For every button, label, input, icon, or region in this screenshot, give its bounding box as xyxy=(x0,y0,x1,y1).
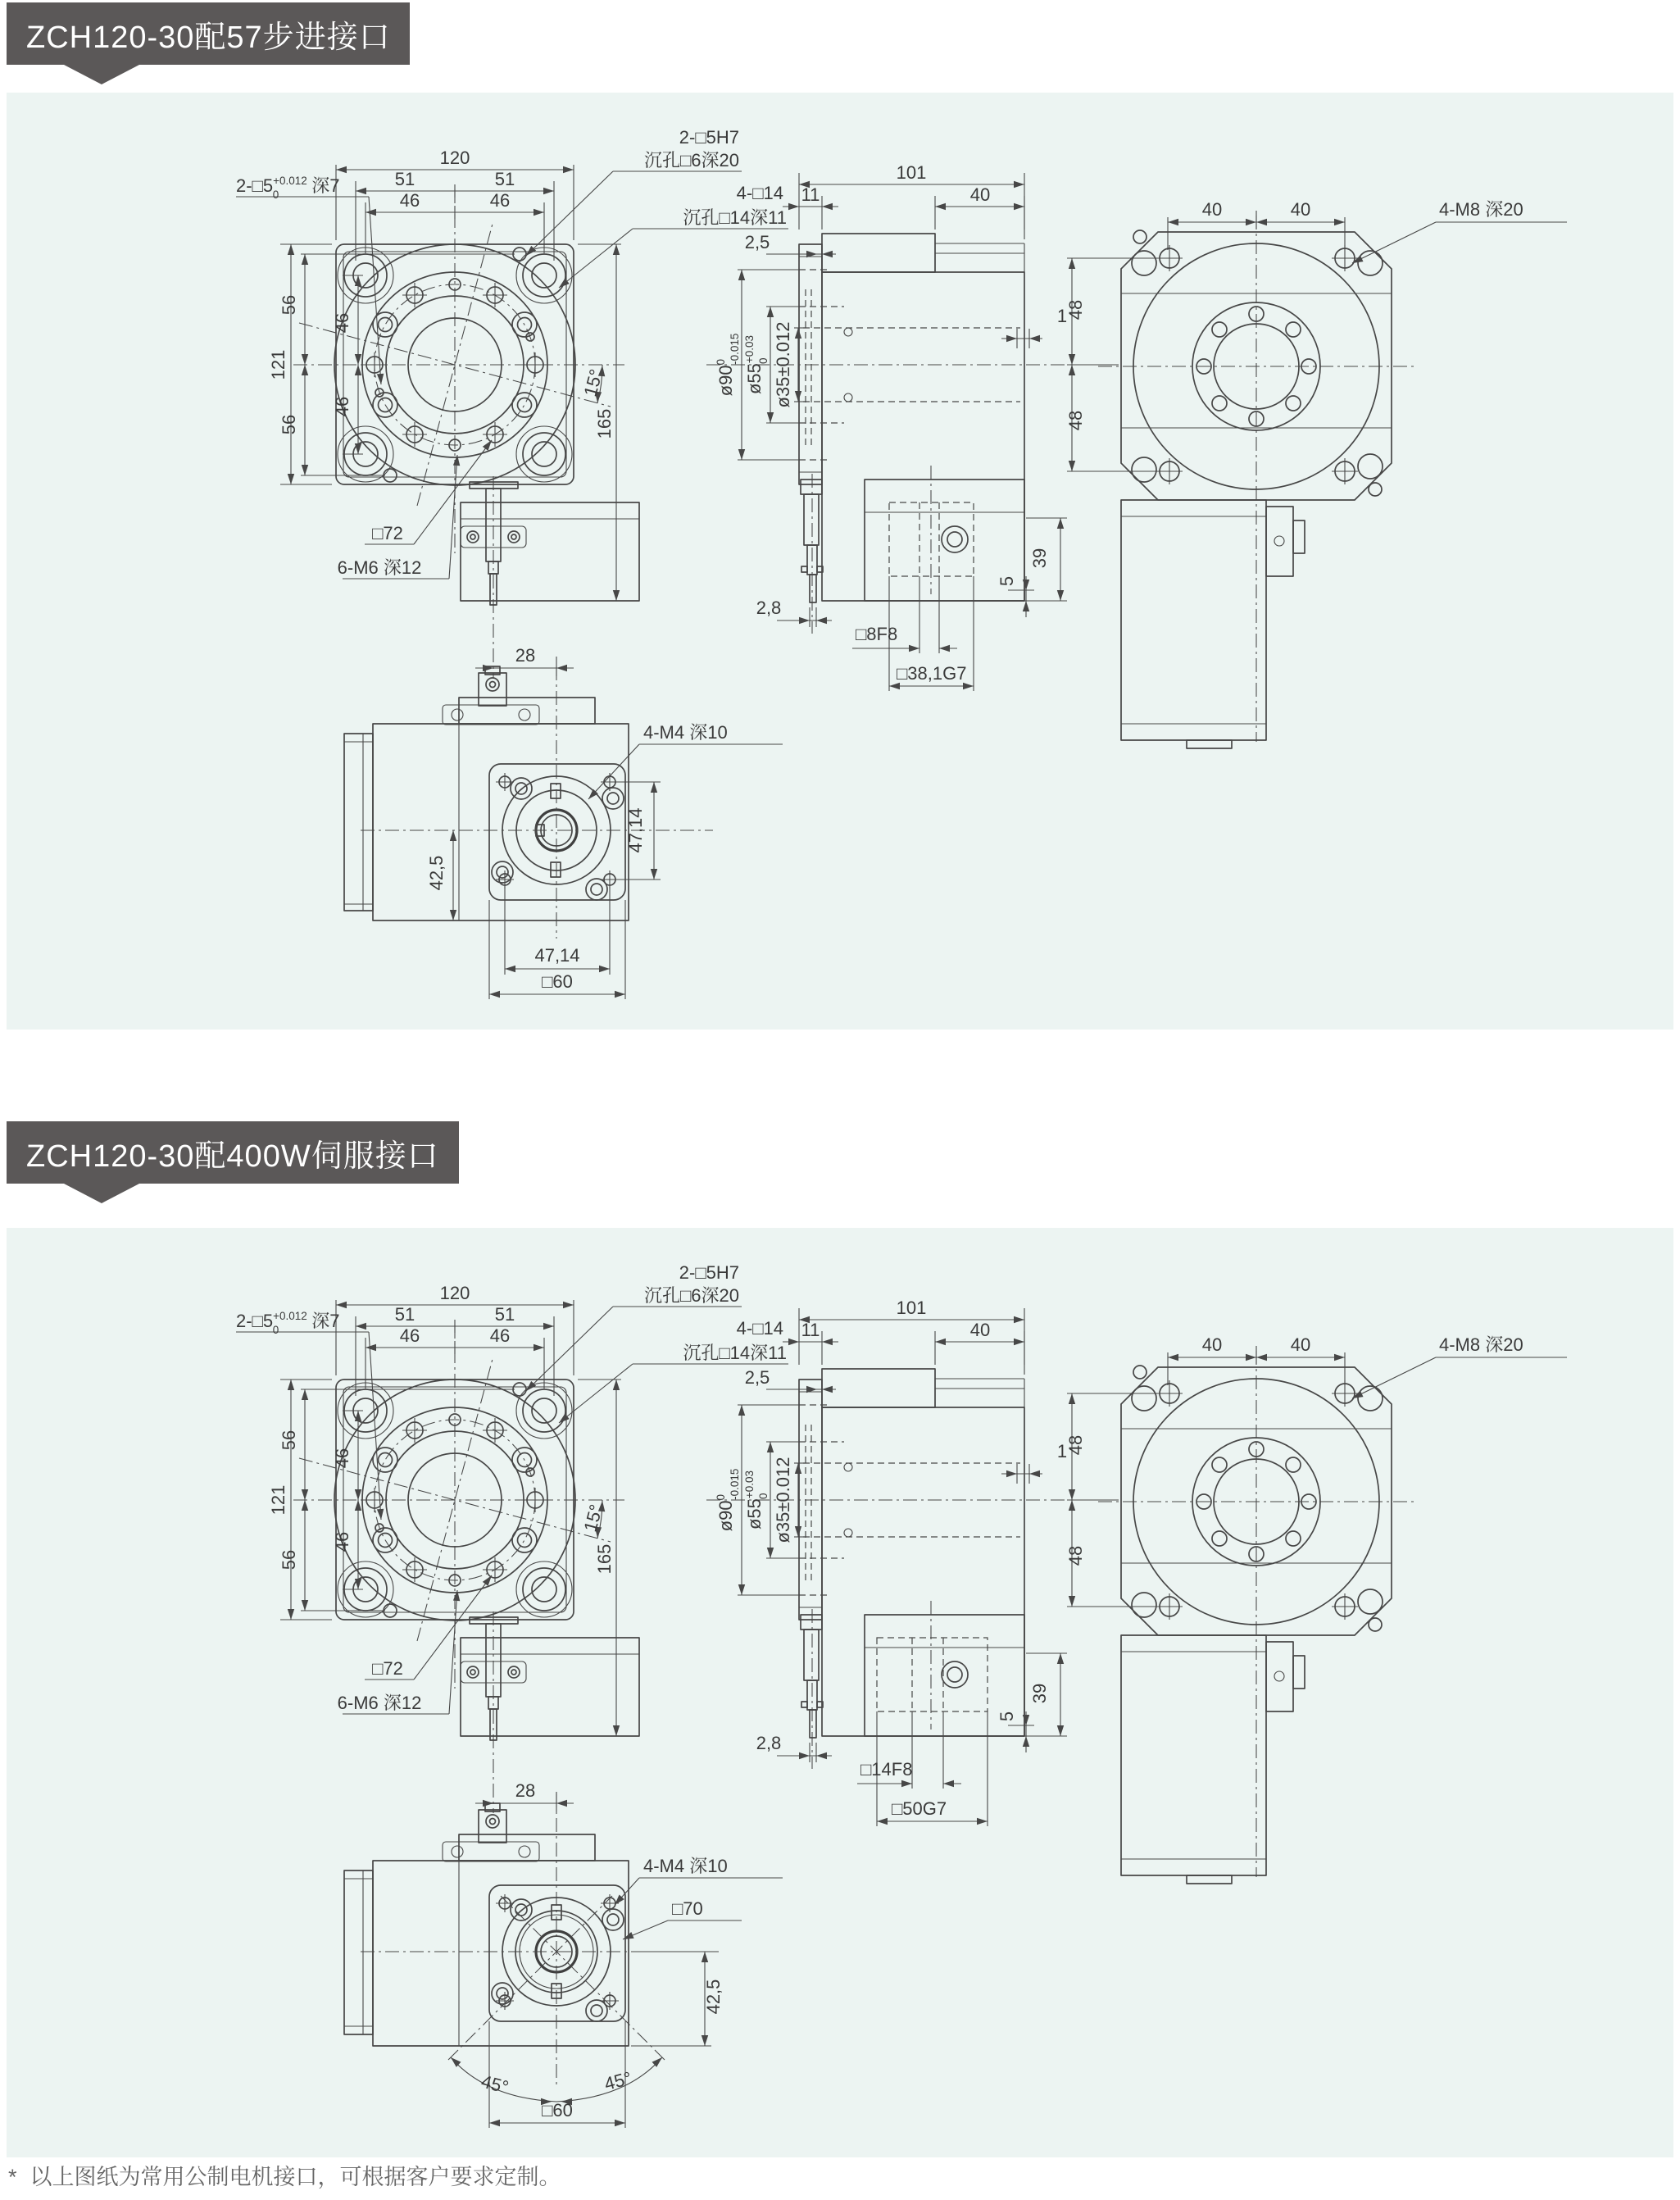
dim-label: 40 xyxy=(1290,1334,1311,1355)
dim-label: 1 xyxy=(1056,306,1068,326)
dim-label: 4-M8 深20 xyxy=(1439,1334,1523,1355)
dim-label: 56 xyxy=(279,414,299,435)
section-banner-stepper xyxy=(7,2,410,65)
dim-label: 101 xyxy=(896,1298,927,1318)
dim-label: 39 xyxy=(1029,1683,1050,1704)
dim-label: 2,8 xyxy=(756,1733,782,1753)
dim-label: 46 xyxy=(332,312,352,334)
dim-label: 46 xyxy=(332,1531,352,1552)
dim-label: 51 xyxy=(494,1304,515,1325)
dim-label: 4-□14 xyxy=(736,1318,783,1339)
dim-label: 46 xyxy=(332,396,352,417)
dim-label: 40 xyxy=(1290,199,1311,220)
rear-view xyxy=(1098,211,1567,748)
dim-label: ø35±0.012 xyxy=(773,1457,793,1543)
technical-drawing-servo xyxy=(7,1228,1673,2157)
dim-label: 46 xyxy=(399,190,420,211)
section-banner-servo xyxy=(7,1121,459,1184)
footnote-marker: * xyxy=(8,2165,17,2189)
dim-label: 4-M4 深10 xyxy=(643,1856,728,1876)
dim-label: $2-□5^{+0.012}$ 0 深7 xyxy=(236,1310,340,1336)
dim-label: $2-□5^{+0.012}$ 0 深7 xyxy=(236,175,340,201)
dim-label: 28 xyxy=(515,1780,536,1801)
dim-label: 51 xyxy=(494,169,515,189)
dim-label: □72 xyxy=(372,1658,403,1679)
dim-label: 15° xyxy=(579,366,607,399)
dimension-labels xyxy=(236,127,1523,992)
dim-label: 47,14 xyxy=(625,807,646,853)
dim-label: 48 xyxy=(1065,1545,1086,1566)
dim-label: 5 xyxy=(997,575,1017,587)
dim-label: 6-M6 深12 xyxy=(337,557,422,578)
section-title: ZCH120-30配400W伺服接口 xyxy=(26,1139,439,1174)
dim-label: 46 xyxy=(489,190,511,211)
dim-label: 51 xyxy=(394,169,415,189)
dim-label: 40 xyxy=(969,1320,991,1340)
footnote-text: 以上图纸为常用公制电机接口，可根据客户要求定制。 xyxy=(30,2165,561,2189)
dim-label: 2-□5H7 xyxy=(679,127,739,148)
dim-label: □50G7 xyxy=(892,1798,947,1819)
dim-label: 45° xyxy=(479,2070,511,2098)
dim-label: 48 xyxy=(1065,1434,1086,1456)
front-view xyxy=(236,165,788,678)
dim-label: □60 xyxy=(542,971,573,992)
dim-label: ø35±0.012 xyxy=(773,321,793,408)
dim-label: 48 xyxy=(1065,410,1086,431)
dim-label: 46 xyxy=(399,1325,420,1346)
dim-label: 48 xyxy=(1065,299,1086,320)
dim-label: □38,1G7 xyxy=(897,663,967,684)
dim-label: 51 xyxy=(394,1304,415,1325)
dim-label: 40 xyxy=(969,184,991,205)
dim-label: 42,5 xyxy=(426,855,447,891)
dim-label: 11 xyxy=(801,1320,820,1340)
dim-label: □70 xyxy=(672,1898,703,1919)
dim-label: 42,5 xyxy=(703,1979,724,2015)
dimension-labels xyxy=(236,1262,1523,2120)
dim-label: 165 xyxy=(594,408,615,439)
dim-label: 56 xyxy=(279,1430,299,1451)
dim-label: 165 xyxy=(594,1543,615,1575)
dim-label: 121 xyxy=(268,349,288,380)
dim-label: 2,5 xyxy=(744,232,770,252)
dim-label: 15° xyxy=(579,1502,607,1534)
banner-notch xyxy=(64,1184,139,1203)
dim-label: $ø55^{+0.03}$ 0 xyxy=(743,1470,770,1530)
dim-label: 120 xyxy=(439,1283,470,1303)
dim-label: 沉孔□6深20 xyxy=(644,1285,739,1306)
section-title: ZCH120-30配57步进接口 xyxy=(26,20,391,55)
dim-label: 1 xyxy=(1056,1441,1068,1461)
dim-label: □8F8 xyxy=(856,624,898,644)
dim-label: 28 xyxy=(515,645,536,666)
dim-label: 4-M8 深20 xyxy=(1439,199,1523,220)
dim-label: 2,5 xyxy=(744,1367,770,1388)
dim-label: 101 xyxy=(896,162,927,183)
footnote xyxy=(8,2159,561,2191)
dim-label: 39 xyxy=(1029,548,1050,569)
dim-label: 2,8 xyxy=(756,598,782,618)
dim-label: 47,14 xyxy=(534,945,580,966)
dim-label: 56 xyxy=(279,1549,299,1570)
dim-label: 45° xyxy=(602,2067,634,2095)
dim-label: 40 xyxy=(1201,199,1223,220)
rear-view xyxy=(1098,1346,1567,1884)
dim-label: $ø55^{+0.03}$ 0 xyxy=(743,334,770,395)
dim-label: □14F8 xyxy=(860,1759,913,1780)
front-view xyxy=(236,1300,788,1813)
dim-label: 沉孔□14深11 xyxy=(683,207,787,228)
technical-drawing-stepper xyxy=(7,93,1673,1030)
dim-label: 120 xyxy=(439,148,470,168)
dim-label: 121 xyxy=(268,1484,288,1516)
dim-label: 46 xyxy=(489,1325,511,1346)
dim-label: 4-□14 xyxy=(736,183,783,203)
dim-label: 11 xyxy=(801,184,820,205)
dim-label: 40 xyxy=(1201,1334,1223,1355)
dim-label: 46 xyxy=(332,1448,352,1469)
dim-label: 6-M6 深12 xyxy=(337,1693,422,1713)
drawing-root xyxy=(236,1262,1567,2128)
drawing-root xyxy=(236,127,1567,999)
dim-label: □60 xyxy=(542,2100,573,2120)
dim-label: 4-M4 深10 xyxy=(643,722,728,743)
dim-label: 沉孔□6深20 xyxy=(644,150,739,170)
dim-label: 2-□5H7 xyxy=(679,1262,739,1283)
dim-label: 5 xyxy=(997,1711,1017,1722)
dim-label: 56 xyxy=(279,294,299,316)
dim-label: $ø90^0$ -0.015 xyxy=(715,1468,741,1532)
dim-label: $ø90^0$ -0.015 xyxy=(715,333,741,397)
dim-label: 沉孔□14深11 xyxy=(683,1343,787,1363)
bottom-view xyxy=(344,1792,783,2128)
banner-notch xyxy=(64,65,139,84)
dim-label: □72 xyxy=(372,523,403,543)
